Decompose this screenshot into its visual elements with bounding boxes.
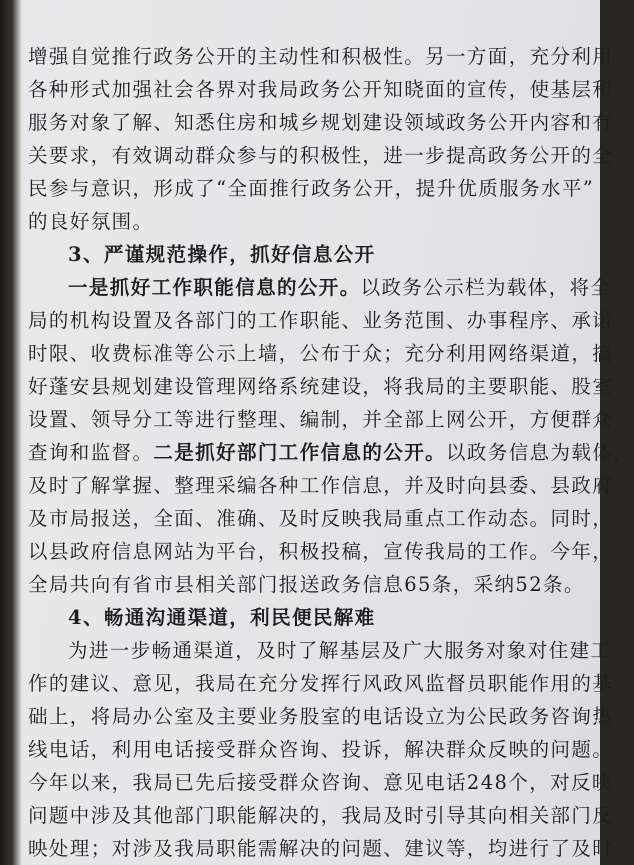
text-segment: 时限、收费标准等公示上墙，公布于众；充分利用网络渠道，搞 <box>28 342 614 365</box>
text-segment: 以政务信息为载体， <box>446 441 634 464</box>
text-line <box>28 733 614 766</box>
page-shadow-edge <box>0 0 22 865</box>
bold-text-segment: 一是抓好工作职能信息的公开。 <box>68 276 361 299</box>
bold-text-segment: 3、严谨规范操作，抓好信息公开 <box>68 243 376 266</box>
text-segment: 局的机构设置及各部门的工作职能、业务范围、办事程序、承诺 <box>28 309 614 332</box>
text-segment: 查询和监督。 <box>28 441 154 464</box>
text-segment: 今年以来，我局已先后接受群众咨询、意见电话248个，对反映 <box>28 771 613 794</box>
text-segment: 作的建议、意见，我局在充分发挥行风政风监督员职能作用的基 <box>28 672 614 695</box>
text-segment: 设置、领导分工等进行整理、编制，并全部上网公开，方便群众 <box>28 408 614 431</box>
text-line <box>28 700 614 733</box>
text-segment: 以县政府信息网站为平台，积极投稿，宣传我局的工作。今年， <box>28 540 614 563</box>
text-segment: 映处理；对涉及我局职能需解决的问题、建议等，均进行了及时 <box>28 837 614 860</box>
text-line <box>28 568 585 601</box>
text-line <box>28 271 612 304</box>
text-line <box>28 139 614 172</box>
text-line <box>28 634 612 667</box>
text-segment: 各种形式加强社会各界对我局政务公开知晓面的宣传，使基层和 <box>28 78 614 101</box>
bold-text-segment: 二是抓好部门工作信息的公开。 <box>153 441 447 464</box>
text-line <box>28 73 614 106</box>
text-line <box>28 337 614 370</box>
text-line <box>28 370 614 403</box>
text-segment: 的良好氛围。 <box>28 210 154 233</box>
text-segment: 好蓬安县规划建设管理网络系统建设，将我局的主要职能、股室 <box>28 375 614 398</box>
text-segment: 及时了解掌握、整理采编各种工作信息，并及时向县委、县政府 <box>28 474 614 497</box>
text-line <box>28 535 614 568</box>
text-line <box>28 766 613 799</box>
text-segment: 问题中涉及其他部门职能解决的，我局及时引导其向相关部门反 <box>28 804 614 827</box>
text-segment: 服务对象了解、知悉住房和城乡规划建设领域政务公开内容和有 <box>28 111 614 134</box>
text-segment: 线电话，利用电话接受群众咨询、投诉，解决群众反映的问题。 <box>28 738 614 761</box>
bold-text-segment: 4、畅通沟通渠道，利民便民解难 <box>68 606 376 629</box>
text-segment: 为进一步畅通渠道，及时了解基层及广大服务对象对住建工 <box>68 639 612 662</box>
text-segment: 以政务公示栏为载体，将全 <box>360 276 612 299</box>
text-line <box>28 502 614 535</box>
text-line <box>28 205 576 238</box>
text-line <box>28 469 614 502</box>
text-line <box>28 667 614 700</box>
text-line <box>28 304 614 337</box>
text-line <box>28 799 614 832</box>
text-line <box>28 601 576 634</box>
text-line <box>28 832 614 865</box>
text-line <box>28 403 614 436</box>
text-segment: 及市局报送，全面、准确、及时反映我局重点工作动态。同时， <box>28 507 614 530</box>
text-segment: 全局共向有省市县相关部门报送政务信息65条，采纳52条。 <box>28 573 585 596</box>
text-line <box>28 238 576 271</box>
text-line <box>28 40 614 73</box>
text-line <box>28 436 634 469</box>
document-body <box>28 40 634 865</box>
text-line <box>28 106 614 139</box>
text-line <box>28 172 595 205</box>
text-segment: 关要求，有效调动群众参与的积极性，进一步提高政务公开的全 <box>28 144 614 167</box>
text-segment: 础上，将局办公室及主要业务股室的电话设立为公民政务咨询热 <box>28 705 614 728</box>
text-segment: 增强自觉推行政务公开的主动性和积极性。另一方面，充分利用 <box>28 45 614 68</box>
text-segment: 民参与意识，形成了“全面推行政务公开，提升优质服务水平” <box>28 177 595 200</box>
